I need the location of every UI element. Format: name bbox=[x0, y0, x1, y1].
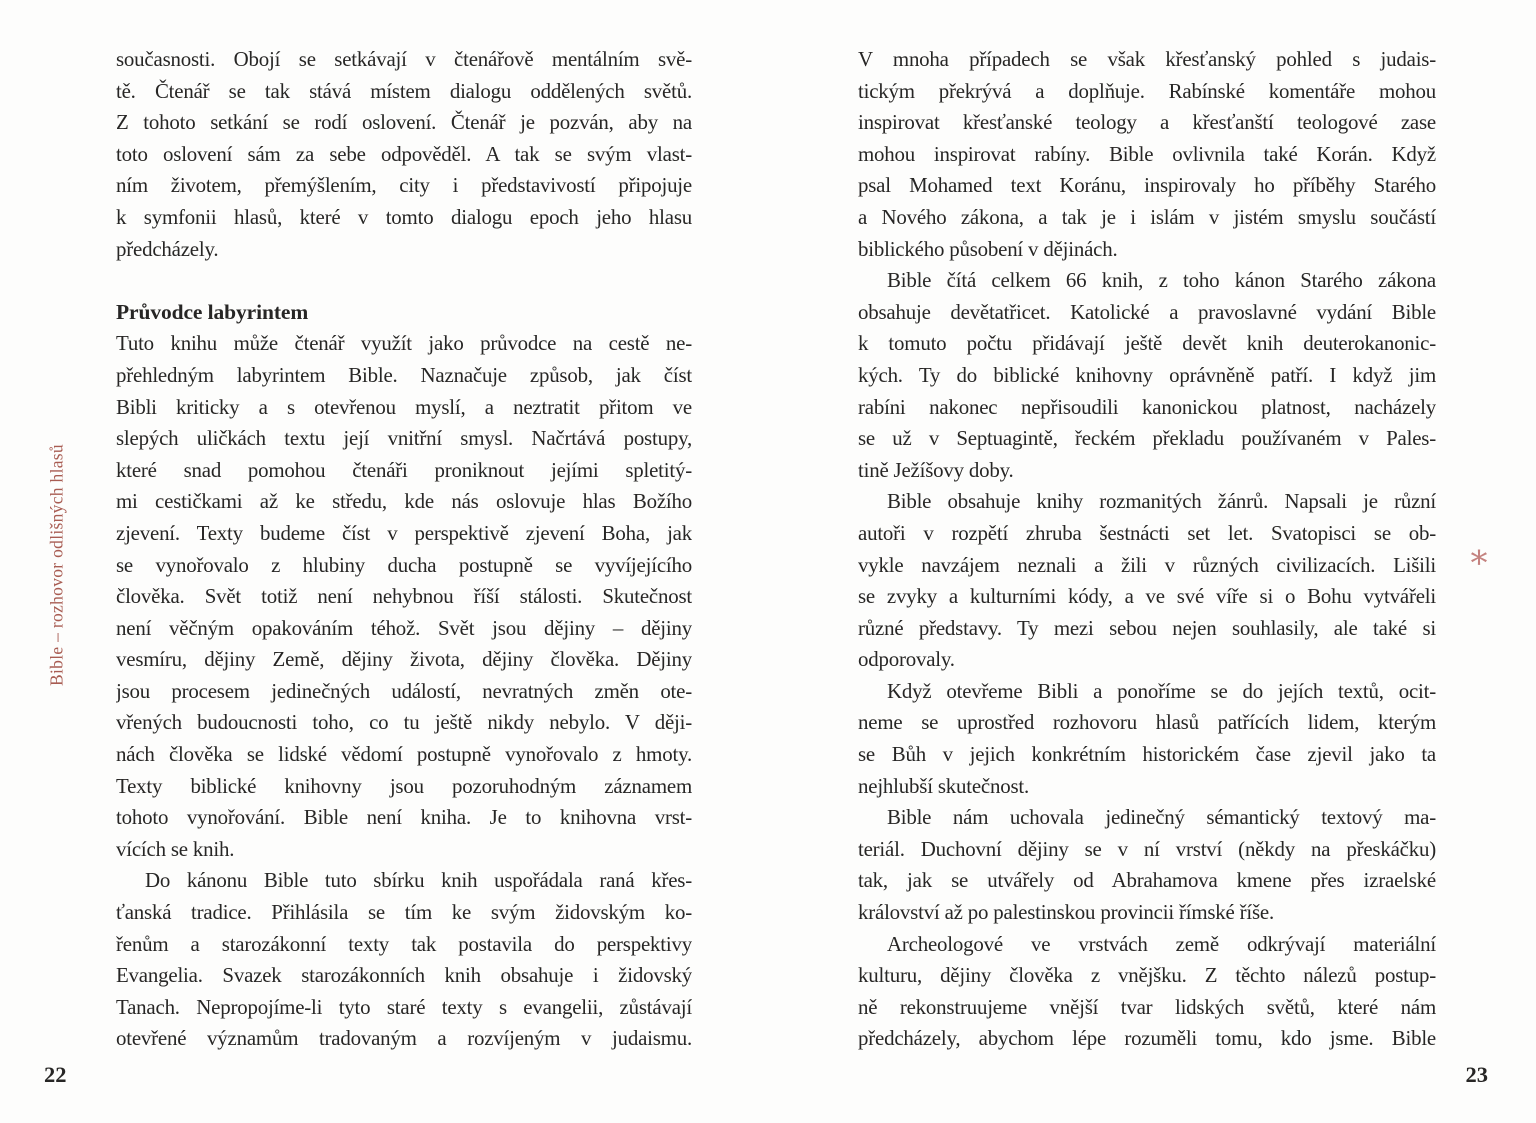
text-line: předcházely. bbox=[116, 236, 219, 261]
page-number-left: 22 bbox=[44, 1062, 67, 1087]
text-line: Bible čítá celkem 66 knih, z toho kánon Starého zákona bbox=[887, 268, 1436, 293]
text-line: se už v Septuagintě, řeckém překladu používaném v Pales- bbox=[858, 426, 1436, 451]
text-line: které snad pomohou čtenáři proniknout jejími spletitý- bbox=[116, 457, 692, 482]
text-line: biblického působení v dějinách. bbox=[858, 236, 1118, 261]
text-line: k tomuto počtu přidávají ještě devět knih deuterokanonic- bbox=[858, 331, 1436, 356]
text-line: neme se uprostřed rozhovoru hlasů patřících lidem, kterým bbox=[858, 710, 1436, 735]
text-line: Archeologové ve vrstvách země odkrývají materiální bbox=[887, 931, 1436, 956]
right-page-text-column bbox=[858, 44, 1436, 1055]
text-line: současnosti. Obojí se setkávají v čtenářově mentálním svě- bbox=[116, 47, 692, 71]
text-line: Tuto knihu může čtenář využít jako průvodce na cestě ne- bbox=[116, 331, 692, 356]
text-line: autoři v rozpětí zhruba šestnácti set let. Svatopisci se ob- bbox=[858, 520, 1436, 545]
text-line: kých. Ty do biblické knihovny oprávněně patří. I když jim bbox=[858, 362, 1436, 387]
text-line: ťanská tradice. Přihlásila se tím ke svým židovským ko- bbox=[116, 900, 692, 925]
text-line: teriál. Duchovní dějiny se v ní vrství (někdy na přeskáčku) bbox=[858, 836, 1436, 861]
text-line: toto oslovení sám za sebe odpověděl. A tak se svým vlast- bbox=[116, 141, 692, 166]
text-line: různé představy. Ty mezi sebou nejen souhlasily, ale také si bbox=[858, 615, 1436, 640]
text-line: Tanach. Nepropojíme-li tyto staré texty s evangelii, zůstávají bbox=[116, 994, 692, 1019]
text-line: vesmíru, dějiny Země, dějiny života, dějiny člověka. Dějiny bbox=[116, 647, 692, 672]
text-line: Bibli kriticky a s otevřenou myslí, a neztratit přitom ve bbox=[116, 394, 692, 419]
text-line: a Nového zákona, a tak je i islám v jistém smyslu součástí bbox=[858, 204, 1436, 229]
text-line: k symfonii hlasů, které v tomto dialogu epoch jeho hlasu bbox=[116, 204, 692, 229]
text-line: zjevení. Texty budeme číst v perspektivě zjevení Boha, jak bbox=[116, 520, 692, 545]
text-line: tohoto vynořování. Bible není kniha. Je to knihovna vrst- bbox=[116, 805, 692, 830]
text-line: tině Ježíšovy doby. bbox=[858, 457, 1014, 482]
text-line: psal Mohamed text Koránu, inspirovaly ho příběhy Starého bbox=[858, 173, 1436, 198]
text-line: V mnoha případech se však křesťanský pohled s judais- bbox=[858, 47, 1436, 71]
text-line: Texty biblické knihovny jsou pozoruhodným záznamem bbox=[116, 773, 692, 798]
text-line: vykle navzájem neznali a žili v různých civilizacích. Lišili bbox=[858, 552, 1436, 577]
text-line: mi cestičkami až ke středu, kde nás oslovuje hlas Božího bbox=[116, 489, 692, 514]
text-line: tak, jak se utvářely od Abrahamova kmene přes izraelské bbox=[858, 868, 1436, 893]
text-line: inspirovat křesťanské teology a křesťanští teologové zase bbox=[858, 110, 1436, 135]
text-line: Do kánonu Bible tuto sbírku knih uspořádala raná křes- bbox=[145, 868, 692, 893]
text-line: Evangelia. Svazek starozákonních knih obsahuje i židovský bbox=[116, 963, 692, 988]
text-line: člověka. Svět totiž není nehybnou říší stálosti. Skutečnost bbox=[116, 584, 692, 609]
text-line: vících se knih. bbox=[116, 836, 235, 861]
text-line: království až po palestinskou provincii římské říše. bbox=[858, 900, 1275, 925]
text-line: Bible obsahuje knihy rozmanitých žánrů. Napsali je různí bbox=[887, 489, 1436, 514]
asterisk-ornament: * bbox=[1470, 543, 1488, 584]
text-line: nejhlubší skutečnost. bbox=[858, 773, 1030, 798]
text-line: řenům a starozákonní texty tak postavila do perspektivy bbox=[116, 931, 692, 956]
text-line: kulturu, dějiny člověka z vnějšku. Z těchto nálezů postup- bbox=[858, 963, 1436, 988]
text-line: se zvyky a kulturními kódy, a ve své víře si o Bohu vytvářeli bbox=[858, 584, 1436, 609]
text-line: se vynořovalo z hlubiny ducha postupně se vyvíjejícího bbox=[116, 552, 692, 577]
text-line: Z tohoto setkání se rodí oslovení. Čtenář je pozván, aby na bbox=[116, 110, 692, 135]
text-line: jsou procesem jedinečných událostí, nevratných změn ote- bbox=[116, 678, 692, 703]
text-line: odporovaly. bbox=[858, 647, 955, 672]
text-line: otevřené významům tradovaným a rozvíjeným v judaismu. bbox=[116, 1026, 692, 1051]
left-page-text-column bbox=[116, 44, 692, 1055]
text-line: nách člověka se lidské vědomí postupně vynořovalo z hmoty. bbox=[116, 742, 692, 767]
text-line: Když otevřeme Bibli a ponoříme se do jejích textů, ocit- bbox=[887, 678, 1436, 703]
text-line: ně rekonstruujeme vnější tvar lidských světů, které nám bbox=[858, 994, 1436, 1019]
text-line: ním životem, přemýšlením, city i představivostí připojuje bbox=[116, 173, 692, 198]
margin-caption: Bible – rozhovor odlišných hlasů bbox=[46, 444, 67, 686]
text-line: Bible nám uchovala jedinečný sémantický textový ma- bbox=[887, 805, 1436, 830]
text-line: obsahuje devětatřicet. Katolické a pravoslavné vydání Bible bbox=[858, 299, 1436, 324]
page-number-right: 23 bbox=[1465, 1062, 1488, 1087]
text-line: vřených budoucnosti toho, co tu ještě nikdy nebylo. V ději- bbox=[116, 710, 692, 735]
text-line: tickým překrývá a doplňuje. Rabínské komentáře mohou bbox=[858, 78, 1436, 103]
text-line: předcházely, abychom lépe rozuměli tomu, kdo jsme. Bible bbox=[858, 1026, 1436, 1051]
text-line: tě. Čtenář se tak stává místem dialogu oddělených světů. bbox=[116, 78, 692, 103]
text-line: rabíni nakonec nepřisoudili kanonickou platnost, nacházely bbox=[858, 394, 1436, 419]
text-line: slepých uličkách textu její vnitřní smysl. Načrtává postupy, bbox=[116, 426, 692, 451]
text-line: se Bůh v jejich konkrétním historickém čase zjevil jako ta bbox=[858, 742, 1436, 767]
text-line: mohou inspirovat rabíny. Bible ovlivnila také Korán. Když bbox=[858, 141, 1436, 166]
text-line: přehledným labyrintem Bible. Naznačuje způsob, jak číst bbox=[116, 362, 692, 387]
section-heading: Průvodce labyrintem bbox=[116, 299, 309, 324]
text-line: není věčným opakováním téhož. Svět jsou dějiny – dějiny bbox=[116, 615, 692, 640]
